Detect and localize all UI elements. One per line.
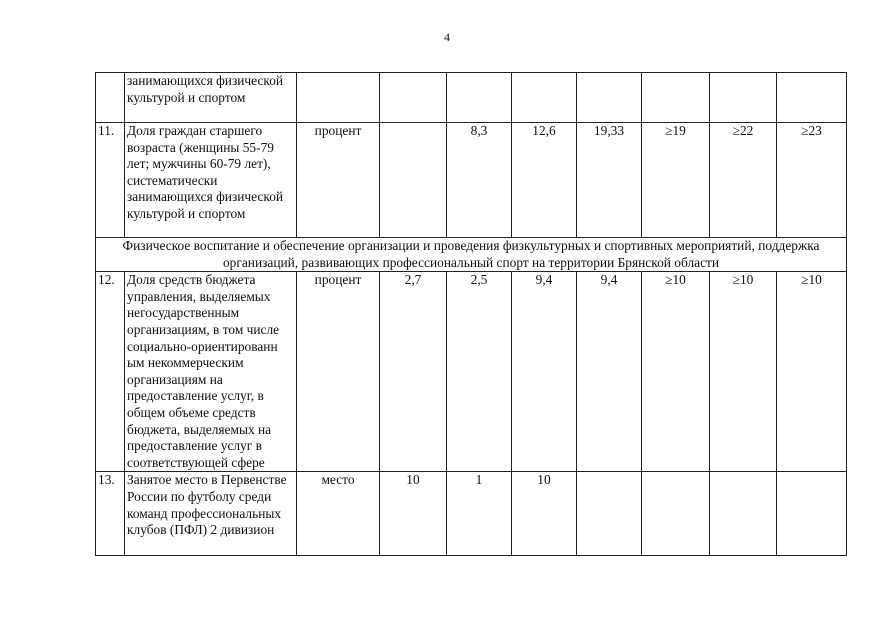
row-number <box>96 73 125 123</box>
value-cell <box>512 73 577 123</box>
section-row <box>96 238 847 272</box>
table-row <box>96 472 847 556</box>
indicators-table <box>95 72 847 556</box>
value-cell: 2,7 <box>380 272 447 472</box>
value-cell <box>380 123 447 238</box>
value-cell <box>642 73 710 123</box>
value-cell: ≥10 <box>777 272 847 472</box>
indicator-name: Занятое место в Первенстве России по футболу среди команд профессиональных клубов (ПФЛ) 2 дивизион <box>125 472 297 556</box>
value-cell: ≥19 <box>642 123 710 238</box>
value-cell <box>777 73 847 123</box>
table-row <box>96 272 847 472</box>
value-cell: 9,4 <box>577 272 642 472</box>
value-cell <box>710 73 777 123</box>
value-cell: ≥22 <box>710 123 777 238</box>
value-cell: ≥23 <box>777 123 847 238</box>
unit-cell: место <box>297 472 380 556</box>
section-heading: Физическое воспитание и обеспечение организации и проведения физкультурных и спортивных мероприятий, поддержка организаций, развивающих профессиональный спорт на территории Брянской области <box>96 238 847 272</box>
value-cell <box>447 73 512 123</box>
value-cell: 2,5 <box>447 272 512 472</box>
row-number: 12. <box>96 272 125 472</box>
value-cell: ≥10 <box>710 272 777 472</box>
unit-cell: процент <box>297 272 380 472</box>
value-cell: 1 <box>447 472 512 556</box>
indicator-name: Доля средств бюджета управления, выделяемых негосударственным организациям, в том числе социально-ориентированн ым некоммерческим организациям на предоставление услуг, в общем объеме средств бюджета, выделяемых на предоставление услуг в соответствующей сфере <box>125 272 297 472</box>
value-cell: ≥10 <box>642 272 710 472</box>
value-cell <box>642 472 710 556</box>
table-row <box>96 73 847 123</box>
value-cell: 9,4 <box>512 272 577 472</box>
value-cell <box>710 472 777 556</box>
value-cell <box>577 472 642 556</box>
unit-cell: процент <box>297 123 380 238</box>
value-cell <box>577 73 642 123</box>
table-row <box>96 123 847 238</box>
unit-cell <box>297 73 380 123</box>
value-cell: 12,6 <box>512 123 577 238</box>
value-cell: 10 <box>512 472 577 556</box>
value-cell: 8,3 <box>447 123 512 238</box>
value-cell <box>777 472 847 556</box>
indicator-name: занимающихся физической культурой и спортом <box>125 73 297 123</box>
row-number: 13. <box>96 472 125 556</box>
value-cell: 19,33 <box>577 123 642 238</box>
row-number: 11. <box>96 123 125 238</box>
indicator-name: Доля граждан старшего возраста (женщины 55-79 лет; мужчины 60-79 лет), систематически занимающихся физической культурой и спортом <box>125 123 297 238</box>
value-cell <box>380 73 447 123</box>
page-number: 4 <box>444 30 450 44</box>
value-cell: 10 <box>380 472 447 556</box>
